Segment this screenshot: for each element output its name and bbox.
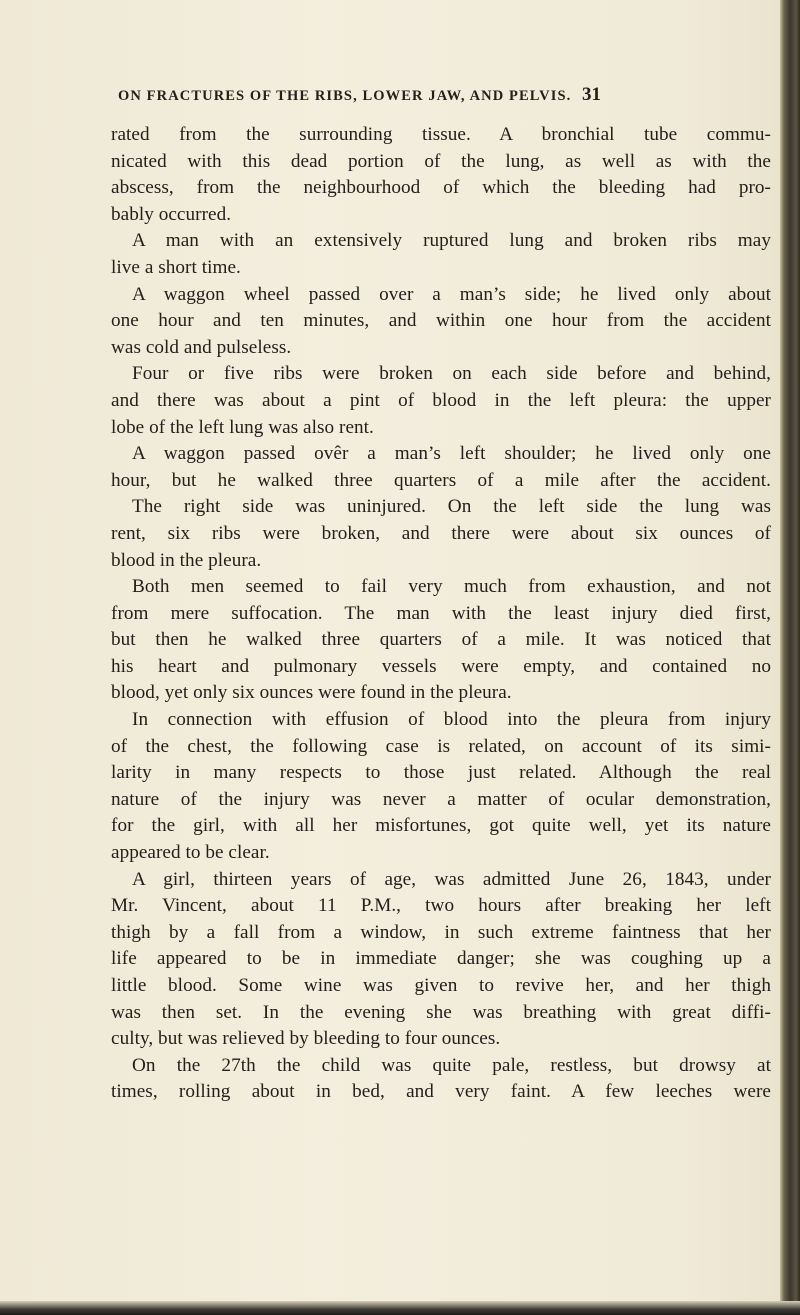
page-number: 31	[582, 84, 601, 105]
running-head: ON FRACTURES OF THE RIBS, LOWER JAW, AND PELVIS.	[118, 88, 572, 104]
text-line: A girl, thirteen years of age, was admitted June 26, 1843, under	[132, 868, 771, 890]
text-line: from mere suffocation. The man with the least injury died first,	[111, 602, 771, 624]
text-line: one hour and ten minutes, and within one hour from the accident	[111, 310, 771, 332]
text-line: lobe of the left lung was also rent.	[111, 416, 374, 438]
text-line: A waggon wheel passed over a man’s side; he lived only about	[132, 283, 771, 305]
text-line: Four or five ribs were broken on each side before and behind,	[132, 363, 771, 385]
text-line: larity in many respects to those just related. Although the real	[111, 762, 771, 784]
text-line: A waggon passed ovêr a man’s left shoulder; he lived only one	[132, 443, 771, 465]
text-line: his heart and pulmonary vessels were empty, and contained no	[111, 655, 771, 677]
text-line: for the girl, with all her misfortunes, got quite well, yet its nature	[111, 815, 771, 837]
text-line: nicated with this dead portion of the lung, as well as with the	[111, 150, 771, 172]
text-line: little blood. Some wine was given to revive her, and her thigh	[111, 975, 771, 996]
text-line: was then set. In the evening she was breathing with great diffi-	[111, 1001, 771, 1023]
text-line: and there was about a pint of blood in the left pleura: the upper	[111, 389, 771, 411]
text-line: rent, six ribs were broken, and there were about six ounces of	[111, 522, 771, 544]
text-line: was cold and pulseless.	[111, 336, 292, 358]
text-line: The right side was uninjured. On the left side the lung was	[132, 496, 771, 518]
text-line: nature of the injury was never a matter of ocular demonstration,	[111, 788, 771, 810]
text-line: times, rolling about in bed, and very faint. A few leeches were	[111, 1081, 771, 1103]
text-line: appeared to be clear.	[111, 842, 270, 864]
text-line: A man with an extensively ruptured lung and broken ribs may	[132, 230, 771, 252]
text-line: Mr. Vincent, about 11 P.M., two hours after breaking her left	[111, 895, 771, 917]
text-line: rated from the surrounding tissue. A bronchial tube commu-	[111, 124, 771, 145]
text-line: Both men seemed to fail very much from exhaustion, and not	[132, 576, 771, 598]
text-line: abscess, from the neighbourhood of which the bleeding had pro-	[111, 177, 771, 199]
text-line: hour, but he walked three quarters of a mile after the accident.	[111, 469, 771, 491]
text-line: blood, yet only six ounces were found in the pleura.	[111, 682, 512, 704]
page-bottom-edge	[0, 1301, 800, 1315]
text-line: In connection with effusion of blood into the pleura from injury	[132, 709, 771, 731]
text-line: culty, but was relieved by bleeding to four ounces.	[111, 1028, 501, 1050]
text-line: life appeared to be in immediate danger; she was coughing up a	[111, 948, 771, 970]
text-line: but then he walked three quarters of a mile. It was noticed that	[111, 629, 771, 651]
text-line: live a short time.	[111, 256, 241, 278]
text-line: blood in the pleura.	[111, 549, 262, 571]
text-line: of the chest, the following case is related, on account of its simi-	[111, 735, 771, 757]
text-line: On the 27th the child was quite pale, restless, but drowsy at	[132, 1054, 771, 1076]
text-line: bably occurred.	[111, 203, 232, 225]
body-text	[111, 122, 771, 1106]
text-line: thigh by a fall from a window, in such extreme faintness that her	[111, 921, 771, 943]
page-binding-edge	[780, 0, 800, 1315]
